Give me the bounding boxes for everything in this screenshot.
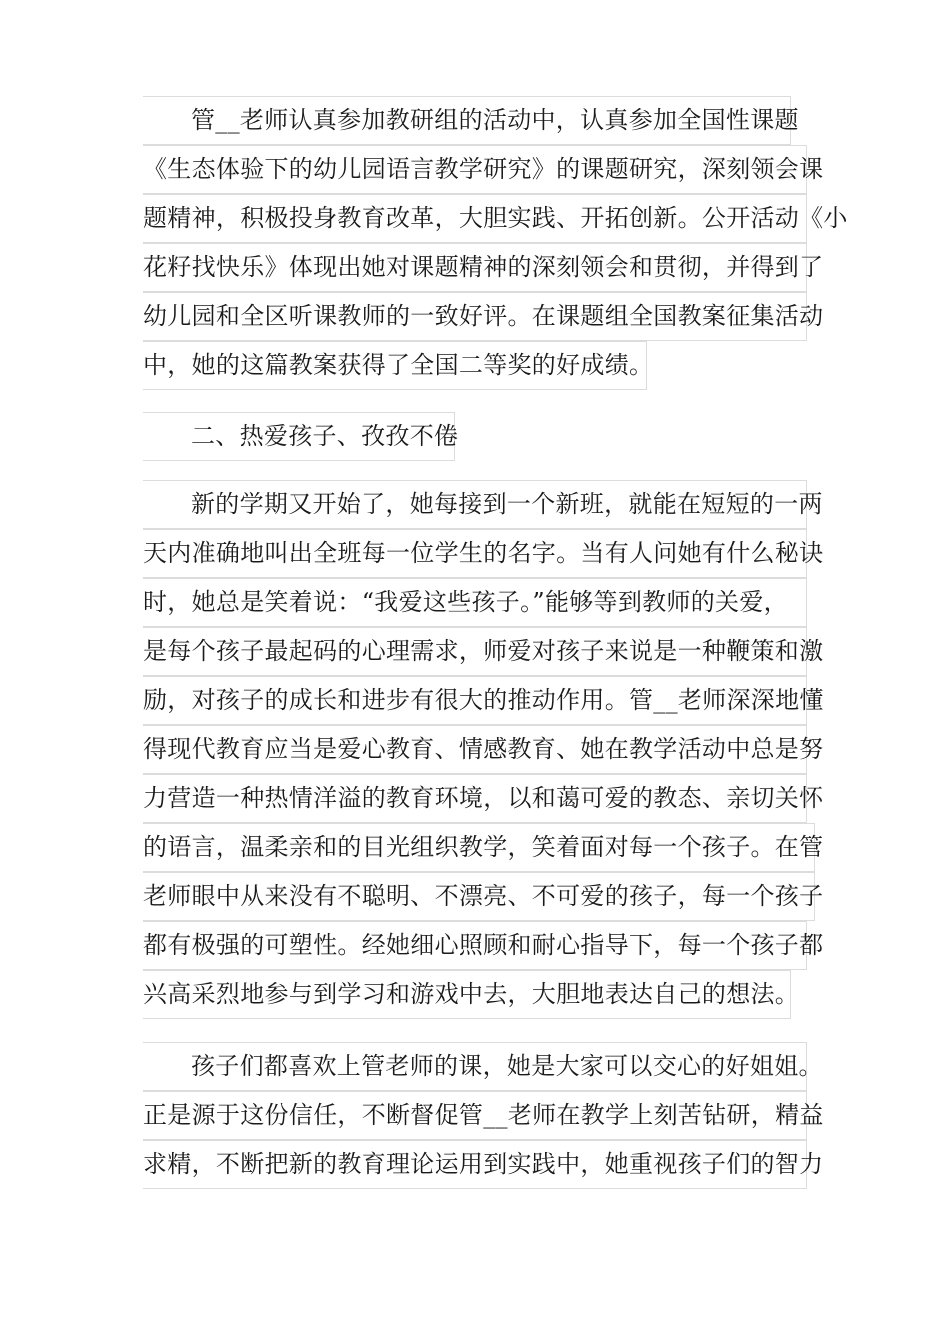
text-line: 天内准确地叫出全班每一位学生的名字。当有人问她有什么秘诀 xyxy=(143,529,807,578)
text-line: 兴高采烈地参与到学习和游戏中去，大胆地表达自己的想法。 xyxy=(143,970,791,1019)
text-line: 是每个孩子最起码的心理需求，师爱对孩子来说是一种鞭策和激 xyxy=(143,627,807,676)
text-line: 管__老师认真参加教研组的活动中，认真参加全国性课题 xyxy=(143,96,791,145)
paragraph-research xyxy=(143,96,848,390)
section-heading xyxy=(143,412,459,461)
text-line: 求精，不断把新的教育理论运用到实践中，她重视孩子们的智力 xyxy=(143,1140,807,1189)
text-line: 题精神，积极投身教育改革，大胆实践、开拓创新。公开活动《小 xyxy=(143,194,807,243)
text-line: 励，对孩子的成长和进步有很大的推动作用。管__老师深深地懂 xyxy=(143,676,807,725)
text-line: 幼儿园和全区听课教师的一致好评。在课题组全国教案征集活动 xyxy=(143,292,807,341)
paragraph-love-children xyxy=(143,480,824,1019)
text-line: 时，她总是笑着说：“我爱这些孩子。”能够等到教师的关爱， xyxy=(143,578,807,627)
text-line: 中，她的这篇教案获得了全国二等奖的好成绩。 xyxy=(143,341,647,390)
text-line: 都有极强的可塑性。经她细心照顾和耐心指导下，每一个孩子都 xyxy=(143,921,807,970)
paragraph-teacher-trust xyxy=(143,1042,824,1189)
text-line: 力营造一种热情洋溢的教育环境，以和蔼可爱的教态、亲切关怀 xyxy=(143,774,807,823)
text-line: 正是源于这份信任，不断督促管__老师在教学上刻苦钻研，精益 xyxy=(143,1091,807,1140)
text-line: 花籽找快乐》体现出她对课题精神的深刻领会和贯彻，并得到了 xyxy=(143,243,807,292)
text-line: 得现代教育应当是爱心教育、情感教育、她在教学活动中总是努 xyxy=(143,725,807,774)
heading-line: 二、热爱孩子、孜孜不倦 xyxy=(143,412,455,461)
text-line: 孩子们都喜欢上管老师的课，她是大家可以交心的好姐姐。 xyxy=(143,1042,807,1091)
text-line: 新的学期又开始了，她每接到一个新班，就能在短短的一两 xyxy=(143,480,807,529)
text-line: 老师眼中从来没有不聪明、不漂亮、不可爱的孩子，每一个孩子 xyxy=(143,872,815,921)
text-line: 的语言，温柔亲和的目光组织教学，笑着面对每一个孩子。在管 xyxy=(143,823,815,872)
text-line: 《生态体验下的幼儿园语言教学研究》的课题研究，深刻领会课 xyxy=(143,145,807,194)
